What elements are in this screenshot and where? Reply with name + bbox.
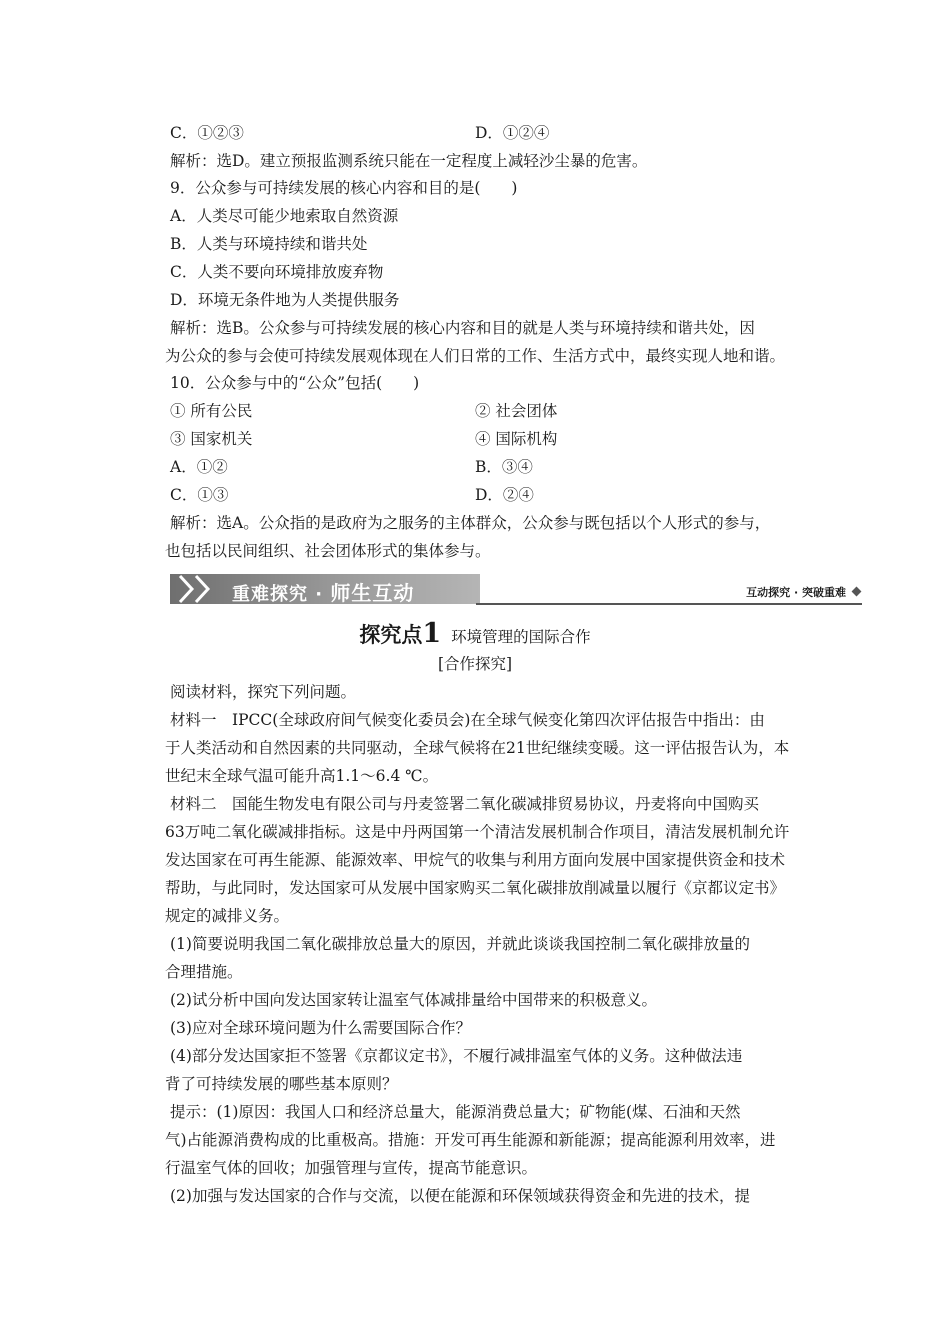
diamond-icon [852,587,862,597]
question-10-stem: 10．公众参与中的“公众”包括( ) [170,374,420,392]
hint-1-line-3: 行温室气体的回收；加强管理与宣传，提高节能意识。 [165,1159,538,1177]
question-10-option-b: B．③④ [475,458,533,476]
question-9-stem: 9．公众参与可持续发展的核心内容和目的是( ) [170,179,518,197]
analysis-10-line-2: 也包括以民间组织、社会团体形式的集体参与。 [165,542,491,560]
banner-title [232,577,414,606]
hint-2-line-1: (2)加强与发达国家的合作与交流，以便在能源和环保领域获得资金和先进的技术，提 [170,1187,750,1205]
material-2-line-4: 帮助，与此同时，发达国家可从发展中国家购买二氧化碳排放削减量以履行《京都议定书》 [165,879,786,897]
question-10-item-4: ④ 国际机构 [475,430,558,448]
analysis-9-line-2: 为公众的参与会使可持续发展观体现在人们日常的工作、生活方式中，最终实现人地和谐。 [165,347,786,365]
question-4-line-1: (4)部分发达国家拒不签署《京都议定书》，不履行减排温室气体的义务。这种做法违 [170,1047,743,1065]
section-tag: [合作探究] [437,655,513,673]
question-9-option-c: C．人类不要向环境排放废弃物 [170,263,384,281]
section-heading-subtitle: 环境管理的国际合作 [451,628,591,646]
question-1-line-1: (1)简要说明我国二氧化碳排放总量大的原因，并就此谈谈我国控制二氧化碳排放量的 [170,935,750,953]
material-1-line-2: 于人类活动和自然因素的共同驱动，全球气候将在21世纪继续变暖。这一评估报告认为，本 [165,739,790,757]
section-heading-number: 1 [422,618,442,649]
banner-right-label: 互动探究 · 突破重难 [746,586,846,599]
question-1-line-2: 合理措施。 [165,963,243,981]
question-10-item-2: ② 社会团体 [475,402,558,420]
banner-title-b: 师生互动 [330,581,415,605]
material-2-line-3: 发达国家在可再生能源、能源效率、甲烷气的收集与利用方面向发展中国家提供资金和技术 [165,851,786,869]
hint-1-line-1: 提示：(1)原因：我国人口和经济总量大，能源消费总量大；矿物能(煤、石油和天然 [170,1103,741,1121]
question-10-item-1: ① 所有公民 [170,402,253,420]
question-9-option-b: B．人类与环境持续和谐共处 [170,235,368,253]
banner-dot: · [315,584,324,605]
material-1-line-3: 世纪末全球气温可能升高1.1～6.4 ℃。 [165,767,439,785]
section-heading [0,618,950,649]
banner-bar [170,574,480,604]
question-10-option-d: D．②④ [475,486,534,504]
question-9-option-d: D．环境无条件地为人类提供服务 [170,291,400,309]
analysis-9-line-1: 解析：选B。公众参与可持续发展的核心内容和目的就是人类与环境持续和谐共处，因 [170,319,755,337]
chevron-right-icon [192,574,214,604]
option-c: C．①②③ [170,124,244,142]
question-10-option-a: A．①② [170,458,228,476]
question-3: (3)应对全球环境问题为什么需要国际合作？ [170,1019,471,1037]
material-2-line-1: 材料二 国能生物发电有限公司与丹麦签署二氧化碳减排贸易协议，丹麦将向中国购买 [170,795,760,813]
hint-1-line-2: 气)占能源消费构成的比重极高。措施：开发可再生能源和新能源；提高能源利用效率，进 [165,1131,776,1149]
banner-rule [476,603,862,605]
material-1-line-1: 材料一 IPCC(全球政府间气候变化委员会)在全球气候变化第四次评估报告中指出：由 [170,711,765,729]
question-2: (2)试分析中国向发达国家转让温室气体减排量给中国带来的积极意义。 [170,991,657,1009]
question-10-option-c: C．①③ [170,486,229,504]
intro: 阅读材料，探究下列问题。 [170,683,357,701]
section-banner [170,572,862,608]
analysis-8: 解析：选D。建立预报监测系统只能在一定程度上减轻沙尘暴的危害。 [170,152,648,170]
section-heading-label: 探究点 [359,623,423,647]
material-2-line-5: 规定的减排义务。 [165,907,290,925]
banner-title-a: 重难探究 [232,584,308,605]
question-9-option-a: A．人类尽可能少地索取自然资源 [170,207,399,225]
question-10-item-3: ③ 国家机关 [170,430,253,448]
question-4-line-2: 背了可持续发展的哪些基本原则？ [165,1075,398,1093]
material-2-line-2: 63万吨二氧化碳减排指标。这是中丹两国第一个清洁发展机制合作项目，清洁发展机制允许 [165,823,790,841]
analysis-10-line-1: 解析：选A。公众指的是政府为之服务的主体群众，公众参与既包括以个人形式的参与， [170,514,771,532]
option-d: D．①②④ [475,124,550,142]
